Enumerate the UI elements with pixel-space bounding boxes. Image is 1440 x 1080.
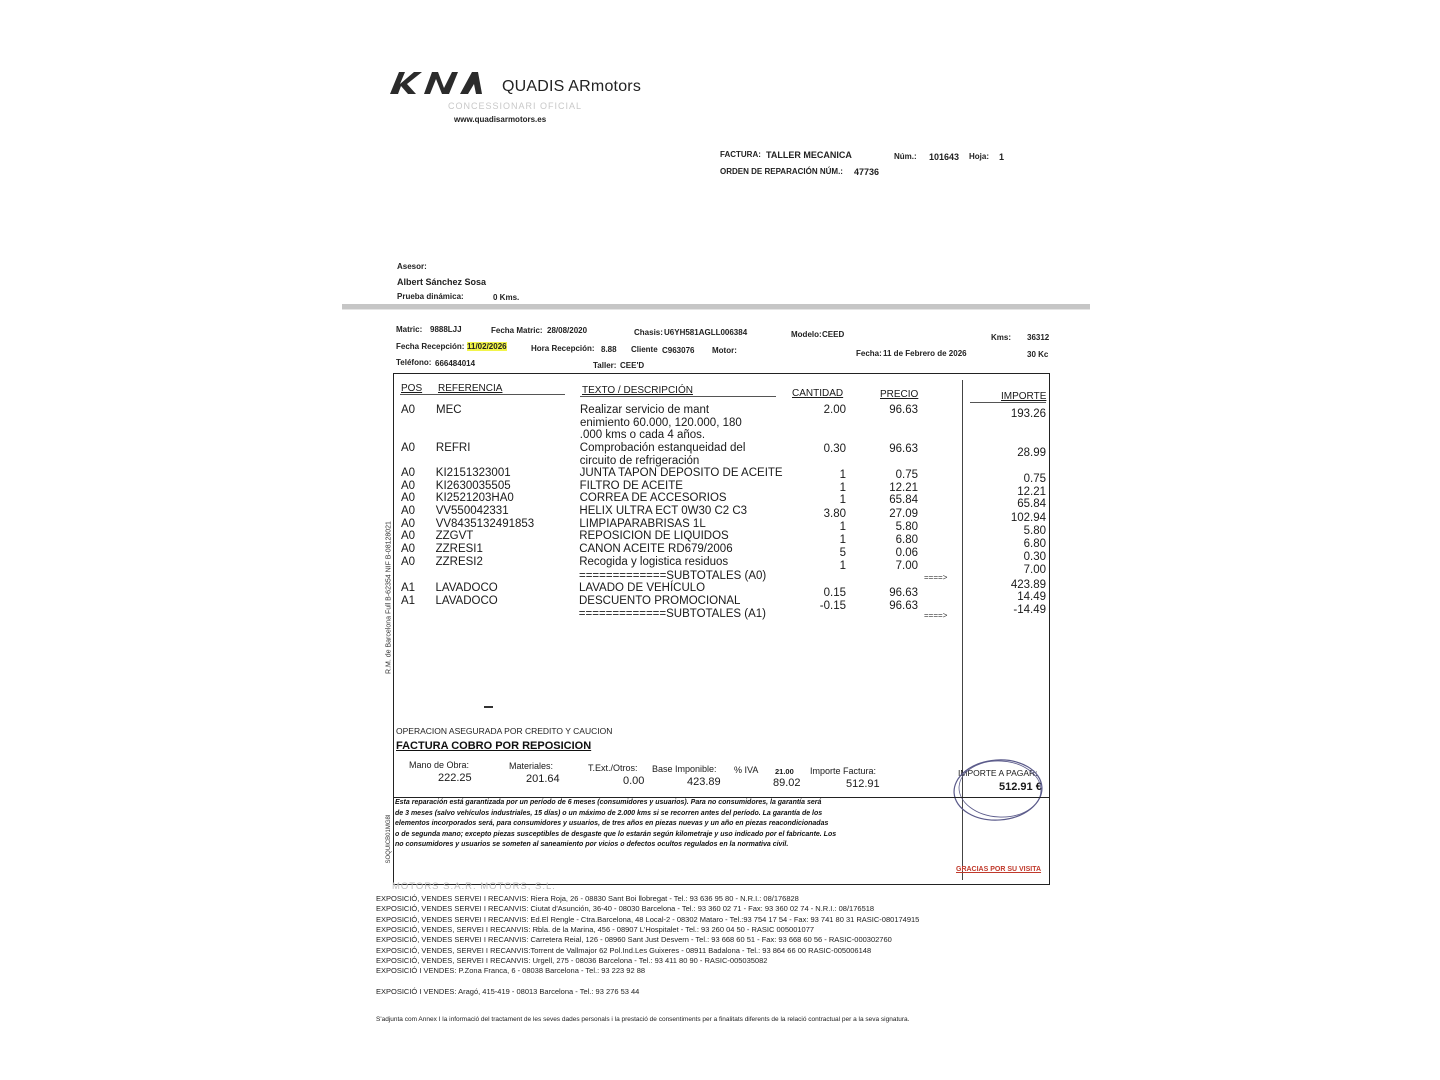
warranty-line-1: de 3 meses (salvo vehículos industriales, 15 días) o un máximo de 2.000 kms si se recorren antes del período. La garantía de los [395, 809, 823, 817]
row-3-ref: REFRI [435, 442, 471, 454]
concession-label: CONCESSIONARI OFICIAL [448, 101, 583, 111]
privacy-notice: S'adjunta com Annex I la informació del tractament de les seves dades personals i la prestació de consentiments per a finalitats diferents de la relació contractual per a la seva signatura. [376, 1016, 910, 1023]
warranty-line-4: no consumidores y usuarios se someten al saneamiento por vicios o defectos ocultos regulados en la normativa civil. [395, 841, 789, 848]
hora-recepcion-value: 8.88 [601, 345, 617, 354]
gracias-visita: GRACIAS POR SU VISITA [956, 866, 1042, 873]
row-6-desc: FILTRO DE ACEITE [579, 480, 683, 492]
header-precio: PRECIO [880, 389, 919, 400]
row-7-importe: 65.84 [1017, 498, 1046, 510]
row-9-importe: 5.80 [1023, 525, 1046, 537]
row-14-cant: 0.15 [823, 587, 846, 599]
row-13-importe: 423.89 [1010, 579, 1046, 591]
hora-recepcion-label: Hora Recepción: [531, 344, 595, 353]
row-9-cant: 1 [839, 521, 846, 533]
row-14-pos: A1 [401, 582, 416, 594]
website: www.quadisarmotors.es [454, 115, 547, 124]
matric-label: Matric: [396, 325, 423, 334]
row-3-precio: 96.63 [889, 443, 918, 455]
row-5-desc: JUNTA TAPON DEPOSITO DE ACEITE [579, 467, 783, 479]
row-12-ref: ZZRESI2 [435, 556, 483, 568]
row-15-pos: A1 [401, 595, 416, 607]
row-8-precio: 27.09 [889, 508, 918, 520]
importe-factura-value: 512.91 [846, 778, 880, 790]
row-6-pos: A0 [401, 480, 416, 492]
kms-value: 36312 [1027, 333, 1050, 342]
row-0-importe: 193.26 [1010, 408, 1046, 420]
row-14-ref: LAVADOCO [435, 582, 498, 594]
prueba-value: 0 Kms. [493, 293, 520, 302]
importe-pagar-label: IMPORTE A PAGAR: [958, 768, 1038, 778]
footer-address-3: EXPOSICIÓ, VENDES, SERVEI I RECANVIS: Rbla. de la Marina, 456 - 08907 L'Hospitalet - Tel.: 93 260 04 50 - RASIC 005001077 [376, 924, 815, 934]
footer-address-5: EXPOSICIÓ, VENDES, SERVEI I RECANVIS:Torrent de Vallmajor 62 Pol.Ind.Les Guixeres - 08911 Badalona - Tel.: 93 864 66 00 RASIC-005006148 [376, 945, 872, 955]
operacion-asegurada: OPERACION ASEGURADA POR CREDITO Y CAUCION [396, 726, 613, 736]
cliente-value: C963076 [662, 346, 695, 355]
header-importe: IMPORTE [1001, 391, 1047, 402]
subtotal-arrow-a1: ====> [924, 611, 948, 620]
row-2-desc: .000 kms o cada 4 años. [579, 429, 706, 441]
row-8-pos: A0 [401, 505, 416, 517]
row-10-cant: 1 [839, 534, 846, 546]
row-6-cant: 1 [839, 482, 846, 494]
page-fold-shadow [342, 309, 1090, 310]
row-9-pos: A0 [401, 518, 416, 530]
row-13-desc: =============SUBTOTALES (A0) [579, 570, 767, 582]
fecha-recepcion-label: Fecha Recepción: [396, 342, 465, 351]
footer-address-1: EXPOSICIÓ, VENDES SERVEI I RECANVIS: Ciutat d'Asunción, 36-40 - 08030 Barcelona - Tel.: 93 360 02 71 - Fax: 93 360 02 74 - N.R.I.: 08/176518 [376, 904, 875, 914]
row-12-desc: Recogida y logistica residuos [579, 556, 729, 568]
factura-cobro: FACTURA COBRO POR REPOSICION [396, 740, 592, 752]
taller-label: Taller: [593, 361, 617, 370]
row-3-desc: Comprobación estanqueidad del [579, 442, 746, 454]
row-8-importe: 102.94 [1010, 512, 1046, 524]
row-5-pos: A0 [401, 467, 416, 479]
kia-logo [388, 68, 484, 98]
row-0-desc: Realizar servicio de mant [580, 404, 710, 416]
mano-obra-label: Mano de Obra: [409, 760, 470, 770]
km-c: 30 Kc [1027, 350, 1049, 359]
row-15-cant: -0.15 [819, 600, 846, 612]
header-underline-right [970, 402, 1046, 403]
header-texto: TEXTO / DESCRIPCIÓN [582, 385, 693, 396]
num-value: 101643 [929, 152, 960, 162]
row-9-precio: 5.80 [895, 521, 918, 533]
kms-label: Kms: [991, 333, 1012, 342]
chasis-value: U6YH581AGLL006384 [664, 328, 748, 337]
taller-value: CEE'D [620, 361, 645, 370]
row-0-precio: 96.63 [889, 404, 918, 416]
importe-pagar-value: 512.91 € [999, 781, 1042, 793]
telefono-value: 666484014 [435, 359, 476, 368]
row-7-pos: A0 [401, 492, 416, 504]
row-1-desc: enimiento 60.000, 120.000, 180 [580, 417, 742, 429]
orden-label: ORDEN DE REPARACIÓN NÚM.: [720, 167, 843, 176]
row-5-cant: 1 [839, 469, 846, 481]
row-7-desc: CORREA DE ACCESORIOS [579, 492, 727, 504]
row-11-desc: CANON ACEITE RD679/2006 [579, 543, 733, 555]
row-0-ref: MEC [436, 404, 462, 416]
row-12-importe: 7.00 [1023, 564, 1046, 576]
footer-address-0: EXPOSICIÓ, VENDES SERVEI I RECANVIS: Riera Roja, 26 - 08830 Sant Boi llobregat - Tel.: 93 636 95 80 - N.R.I.: 08/176828 [376, 894, 799, 903]
document-code-side: SOQUICB01MG8I [386, 814, 392, 864]
row-10-precio: 6.80 [895, 534, 918, 546]
modelo-label: Modelo: [791, 330, 822, 339]
num-label: Núm.: [894, 152, 917, 161]
text-otros-label: T.Ext./Otros: [588, 763, 638, 773]
row-12-pos: A0 [401, 556, 416, 568]
header-underline-mid [580, 396, 776, 397]
footer-address-6: EXPOSICIÓ, VENDES, SERVEI I RECANVIS: Urgell, 275 - 08036 Barcelona - Tel.: 93 411 80 90 - RASIC-005035082 [376, 955, 768, 965]
hoja-value: 1 [999, 152, 1005, 162]
fecha-matric-label: Fecha Matric: [491, 326, 543, 335]
header-referencia: REFERENCIA [438, 383, 503, 394]
iva-percent: 21.00 [775, 767, 794, 776]
row-10-desc: REPOSICION DE LIQUIDOS [579, 530, 729, 542]
row-11-importe: 0.30 [1023, 551, 1046, 563]
row-15-importe: -14.49 [1013, 604, 1046, 616]
company-name-faded: MOTORS S.A.R. MOTORS, S.L. [392, 881, 556, 892]
fecha-label: Fecha: [856, 349, 882, 358]
row-7-cant: 1 [839, 494, 846, 506]
orden-value: 47736 [854, 167, 880, 177]
footer-address-4: EXPOSICIÓ, VENDES SERVEI I RECANVIS: Carretera Reial, 126 - 08960 Sant Just Desvern - Tel.: 93 668 60 51 - Fax: 93 668 60 56 - RASIC-000302760 [376, 935, 892, 945]
row-15-precio: 96.63 [889, 600, 918, 612]
subtotal-arrow-a0: ====> [924, 573, 948, 582]
row-8-ref: VV550042331 [435, 505, 509, 517]
row-16-desc: =============SUBTOTALES (A1) [578, 608, 767, 620]
row-14-precio: 96.63 [889, 587, 918, 599]
chasis-label: Chasis: [634, 328, 663, 337]
row-5-precio: 0.75 [895, 469, 918, 481]
cliente-label: Cliente [631, 345, 658, 354]
row-10-ref: ZZGVT [435, 530, 474, 542]
base-imponible-value: 423.89 [687, 776, 721, 788]
importe-factura-label: Importe Factura: [810, 766, 877, 776]
row-11-pos: A0 [401, 543, 416, 555]
iva-label: % IVA [734, 765, 759, 775]
matric-value: 9888LJJ [430, 325, 462, 334]
materiales-value: 201.64 [526, 773, 560, 785]
row-3-cant: 0.30 [823, 443, 846, 455]
row-6-ref: KI2630035505 [435, 480, 511, 492]
hoja-label: Hoja: [969, 152, 989, 161]
dash-mark [484, 706, 493, 708]
row-11-ref: ZZRESI1 [435, 543, 483, 555]
fecha-matric-value: 28/08/2020 [547, 326, 588, 335]
row-4-desc: circuito de refrigeración [579, 455, 700, 467]
totals-divider [393, 797, 1050, 798]
telefono-label: Teléfono: [396, 358, 432, 367]
prueba-label: Prueba dinámica: [397, 292, 464, 301]
row-7-ref: KI2521203HA0 [435, 492, 514, 504]
row-9-ref: VV8435132491853 [435, 518, 535, 530]
factura-label: FACTURA: [720, 150, 761, 159]
header-cantidad: CANTIDAD [792, 388, 844, 399]
row-3-importe: 28.99 [1017, 447, 1046, 459]
fecha-recepcion-value: 11/02/2026 [467, 342, 507, 351]
header-pos: POS [401, 383, 423, 394]
row-0-pos: A0 [401, 404, 416, 416]
motor-label: Motor: [712, 346, 737, 355]
row-8-desc: HELIX ULTRA ECT 0W30 C2 C3 [579, 505, 748, 517]
row-12-precio: 7.00 [895, 560, 918, 572]
asesor-name: Albert Sánchez Sosa [397, 277, 487, 287]
text-otros-value: 0.00 [623, 775, 645, 787]
row-11-cant: 5 [839, 547, 846, 559]
row-11-precio: 0.06 [895, 547, 918, 559]
row-15-ref: LAVADOCO [435, 595, 498, 607]
row-6-precio: 12.21 [889, 482, 918, 494]
footer-address-2: EXPOSICIÓ, VENDES SERVEI I RECANVIS: Ed.El Rengle - Ctra.Barcelona, 48 Local-2 - 08302 Mataro - Tel.:93 754 17 54 - Fax: 93 741 80 31 RASIC-080174915 [376, 914, 920, 924]
materiales-label: Materiales: [509, 761, 554, 771]
row-6-importe: 12.21 [1017, 486, 1046, 498]
footer-address-7: EXPOSICIÓ I VENDES: P.Zona Franca, 6 - 08038 Barcelona - Tel.: 93 223 92 88 [376, 966, 646, 976]
row-9-desc: LIMPIAPARABRISAS 1L [579, 518, 706, 530]
row-5-ref: KI2151323001 [435, 467, 511, 479]
row-14-desc: LAVADO DE VEHÍCULO [579, 582, 706, 594]
row-10-importe: 6.80 [1023, 538, 1046, 550]
base-imponible-label: Base Imponible: [652, 764, 717, 774]
warranty-line-0: Esta reparación está garantizada por un período de 6 meses (consumidores y usuarios). Para no consumidores, la garantía será [395, 799, 822, 806]
brand-name: QUADIS ARmotors [502, 78, 642, 95]
row-10-pos: A0 [401, 530, 416, 542]
row-14-importe: 14.49 [1017, 591, 1046, 603]
row-3-pos: A0 [401, 442, 416, 454]
row-7-precio: 65.84 [889, 494, 918, 506]
row-15-desc: DESCUENTO PROMOCIONAL [579, 595, 741, 607]
row-5-importe: 0.75 [1023, 473, 1046, 485]
row-0-cant: 2.00 [823, 404, 846, 416]
iva-value: 89.02 [773, 777, 801, 789]
registry-side-text: R.M. de Barcelona Full B-62354 NIF B-08128021 [385, 521, 393, 674]
warranty-line-2: elementos incorporados será, para consumidores y usuarios, de tres años en piezas nuevas y un año en piezas reacondicionadas [395, 820, 829, 827]
header-underline-left [400, 394, 565, 395]
factura-type: TALLER MECANICA [766, 150, 852, 160]
mano-obra-value: 222.25 [438, 772, 472, 784]
fecha-value: 11 de Febrero de 2026 [883, 349, 967, 358]
asesor-label: Asesor: [397, 262, 427, 271]
hand-drawn-circle [950, 756, 1046, 824]
warranty-line-3: o de segunda mano; excepto piezas susceptibles de desgaste que lo estarán según kilometraje y uso indicado por el fabricante. Los [395, 830, 837, 838]
modelo-value: CEED [822, 330, 845, 339]
footer-last-line: EXPOSICIÓ I VENDES: Aragó, 415-419 - 08013 Barcelona - Tel.: 93 276 53 44 [376, 987, 640, 996]
row-12-cant: 1 [839, 560, 846, 572]
row-8-cant: 3.80 [823, 508, 846, 520]
